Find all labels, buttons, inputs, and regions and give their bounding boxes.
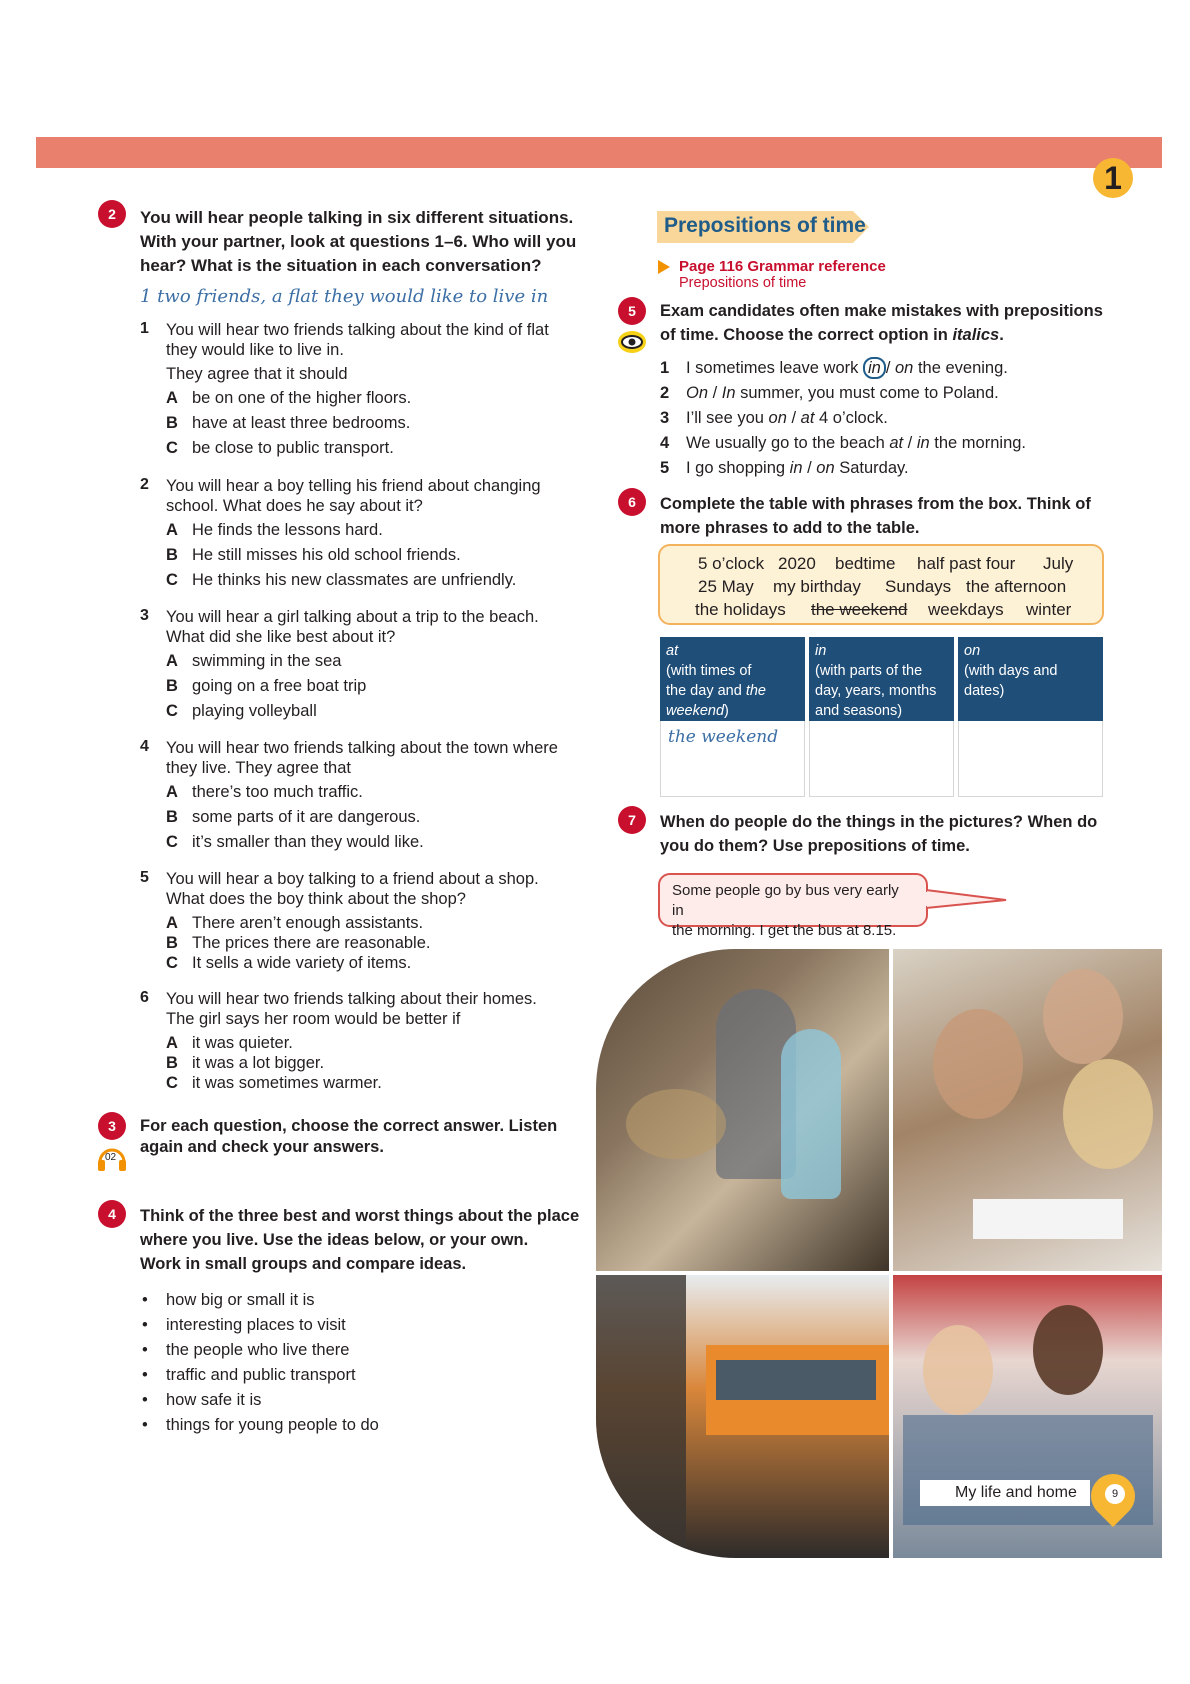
- exercise-4-instruction: [140, 1204, 579, 1276]
- instruction-line: Exam candidates often make mistakes with prepositions: [660, 302, 1103, 320]
- phrase-chip-used[interactable]: the weekend: [811, 600, 908, 619]
- eye-exam-tip-icon: [617, 330, 647, 354]
- list-item: • interesting places to visit: [140, 1313, 379, 1338]
- play-triangle-icon: [658, 260, 670, 274]
- instruction-line: where you live. Use the ideas below, or your own.: [140, 1231, 529, 1249]
- option-word[interactable]: on: [816, 459, 835, 477]
- question-number: 5: [140, 869, 149, 886]
- question-text: You will hear two friends talking about the town where: [166, 739, 558, 757]
- italic-word: italics: [952, 326, 1000, 344]
- question-number: 4: [140, 738, 149, 755]
- option[interactable]: B have at least three bedrooms.: [166, 414, 411, 432]
- instruction-line: For each question, choose the correct answer. Listen: [140, 1117, 558, 1135]
- option[interactable]: B going on a free boat trip: [166, 677, 367, 695]
- question-text: What does the boy think about the shop?: [166, 890, 466, 908]
- phrase-chip[interactable]: the afternoon: [966, 577, 1067, 596]
- table-header: at (with times of the day and the weekend): [660, 637, 805, 721]
- phrase-chip[interactable]: bedtime: [835, 554, 896, 573]
- page-number: 9: [1105, 1484, 1125, 1504]
- exercise-5-items: [660, 356, 1026, 481]
- option[interactable]: A it was quieter.: [166, 1034, 293, 1052]
- question-text: What did she like best about it?: [166, 628, 396, 646]
- instruction-line: Complete the table with phrases from the box. Think of: [660, 495, 1091, 513]
- audio-track-number: 02: [105, 1152, 117, 1163]
- phrase-chip[interactable]: weekdays: [928, 600, 1004, 619]
- option[interactable]: B The prices there are reasonable.: [166, 934, 431, 952]
- table-column-on: [958, 637, 1103, 797]
- speech-bubble: [658, 873, 928, 939]
- question-text: You will hear a boy talking to a friend about a shop.: [166, 870, 539, 888]
- question-number: 1: [140, 320, 149, 337]
- speech-bubble-tail: [926, 888, 1008, 912]
- table-cell[interactable]: [958, 721, 1103, 797]
- exercise-2-instruction: [140, 206, 576, 278]
- exercise-number-2: 2: [98, 200, 126, 228]
- table-column-at: [660, 637, 805, 797]
- option-word[interactable]: at: [800, 409, 815, 427]
- photo-students-experiment: [893, 949, 1162, 1271]
- phrase-chip[interactable]: the holidays: [695, 600, 786, 619]
- exercise-5-instruction: [660, 299, 1103, 347]
- table-header: in (with parts of the day, years, months and seasons): [809, 637, 954, 721]
- question-text: they live. They agree that: [166, 759, 351, 777]
- phrase-box: [658, 544, 1104, 625]
- instruction-line: With your partner, look at questions 1–6. Who will you: [140, 232, 577, 251]
- sentence-item: 3 I’ll see you on / at 4 o’clock.: [660, 409, 888, 427]
- option[interactable]: C playing volleyball: [166, 702, 317, 720]
- option[interactable]: A There aren’t enough assistants.: [166, 914, 424, 932]
- exercise-number-6: 6: [618, 488, 646, 516]
- instruction-line: You will hear people talking in six different situations.: [140, 208, 574, 227]
- option[interactable]: B it was a lot bigger.: [166, 1054, 325, 1072]
- table-cell[interactable]: [660, 721, 805, 797]
- question-text: The girl says her room would be better if: [166, 1010, 461, 1028]
- question-text: You will hear two friends talking about their homes.: [166, 990, 537, 1008]
- exercise-6-instruction: [660, 492, 1091, 540]
- grammar-reference-subtitle: Prepositions of time: [679, 275, 807, 291]
- top-color-band: [36, 137, 1162, 168]
- option[interactable]: C He thinks his new classmates are unfriendly.: [166, 571, 517, 589]
- option-word[interactable]: in: [789, 459, 803, 477]
- option-word[interactable]: on: [895, 359, 914, 377]
- option-word[interactable]: in: [916, 434, 930, 452]
- phrase-chip[interactable]: my birthday: [773, 577, 861, 596]
- photo-collage: [596, 949, 1162, 1558]
- question-number: 6: [140, 989, 149, 1006]
- speech-text: Some people go by bus very early in: [672, 882, 899, 919]
- photo-girls-shopping: [596, 949, 889, 1271]
- grammar-reference-link[interactable]: Page 116 Grammar reference: [679, 258, 886, 275]
- option[interactable]: B some parts of it are dangerous.: [166, 808, 421, 826]
- question-text: You will hear a boy telling his friend about changing: [166, 477, 541, 495]
- phrase-chip[interactable]: July: [1043, 554, 1074, 573]
- instruction-line: hear? What is the situation in each conversation?: [140, 256, 542, 275]
- headphones-audio-icon[interactable]: [96, 1144, 128, 1174]
- question-text: They agree that it should: [166, 365, 348, 383]
- instruction-line: When do people do the things in the pictures? When do: [660, 813, 1098, 831]
- photo-school-bus: [596, 1275, 889, 1558]
- phrase-chip[interactable]: winter: [1026, 600, 1072, 619]
- phrase-chip[interactable]: Sundays: [885, 577, 952, 596]
- option[interactable]: C it was sometimes warmer.: [166, 1074, 382, 1092]
- list-item: • the people who live there: [140, 1338, 379, 1363]
- list-item: • how big or small it is: [140, 1288, 379, 1313]
- exercise-number-5: 5: [618, 297, 646, 325]
- question-text: You will hear a girl talking about a trip to the beach.: [166, 608, 539, 626]
- table-column-in: [809, 637, 954, 797]
- list-item: • traffic and public transport: [140, 1363, 379, 1388]
- option[interactable]: A be on one of the higher floors.: [166, 389, 412, 407]
- sentence-item: 4 We usually go to the beach at / in the morning.: [660, 434, 1027, 452]
- exercise-number-4: 4: [98, 1200, 126, 1228]
- footer-section-label: My life and home: [955, 1484, 1077, 1501]
- table-header: on (with days and dates): [958, 637, 1103, 721]
- option[interactable]: C It sells a wide variety of items.: [166, 954, 412, 972]
- circled-answer[interactable]: in: [863, 357, 886, 379]
- list-item: • things for young people to do: [140, 1413, 379, 1438]
- instruction-line: again and check your answers.: [140, 1138, 384, 1156]
- phrase-chip[interactable]: 2020: [778, 554, 816, 573]
- question-text: they would like to live in.: [166, 341, 344, 359]
- instruction-line: Work in small groups and compare ideas.: [140, 1255, 467, 1273]
- example-answer: the weekend: [668, 727, 779, 747]
- handwritten-example-answer: 1 two friends, a flat they would like to live in: [140, 286, 549, 307]
- option-word[interactable]: at: [889, 434, 904, 452]
- phrase-chip[interactable]: half past four: [917, 554, 1016, 573]
- exercise-number-3: 3: [98, 1112, 126, 1140]
- exercise-3-instruction: [140, 1116, 557, 1158]
- option-word[interactable]: On: [686, 384, 709, 402]
- question-text: school. What does he say about it?: [166, 497, 423, 515]
- list-item: • how safe it is: [140, 1388, 379, 1413]
- exercise-7-instruction: [660, 810, 1097, 858]
- instruction-line: of time. Choose the correct option in: [660, 326, 953, 344]
- instruction-line: more phrases to add to the table.: [660, 519, 920, 537]
- instruction-line: Think of the three best and worst things about the place: [140, 1207, 580, 1225]
- sentence-item: 2 On / In summer, you must come to Poland.: [660, 384, 999, 402]
- option[interactable]: C it’s smaller than they would like.: [166, 833, 424, 851]
- sentence-item: 1 I sometimes leave work in / on the evening.: [660, 359, 1008, 377]
- option[interactable]: C be close to public transport.: [166, 439, 394, 457]
- instruction-line: you do them? Use prepositions of time.: [660, 837, 970, 855]
- question-number: 2: [140, 476, 149, 493]
- speech-text: the morning. I get the bus at 8.15.: [672, 922, 897, 939]
- phrase-chip[interactable]: 25 May: [698, 577, 754, 596]
- option-word[interactable]: on: [768, 409, 787, 427]
- question-number: 3: [140, 607, 149, 624]
- option[interactable]: A there’s too much traffic.: [166, 783, 363, 801]
- sentence-item: 5 I go shopping in / on Saturday.: [660, 459, 909, 477]
- option[interactable]: A He finds the lessons hard.: [166, 521, 383, 539]
- exercise-number-7: 7: [618, 806, 646, 834]
- phrase-chip[interactable]: 5 o’clock: [698, 554, 765, 573]
- unit-number-badge: 1: [1093, 158, 1133, 198]
- option[interactable]: A swimming in the sea: [166, 652, 342, 670]
- table-cell[interactable]: [809, 721, 954, 797]
- instruction-period: .: [999, 326, 1004, 344]
- section-heading: Prepositions of time: [664, 214, 866, 237]
- question-text: You will hear two friends talking about the kind of flat: [166, 321, 549, 339]
- ideas-bullet-list: [140, 1288, 379, 1438]
- option-word[interactable]: In: [721, 384, 736, 402]
- option[interactable]: B He still misses his old school friends.: [166, 546, 461, 564]
